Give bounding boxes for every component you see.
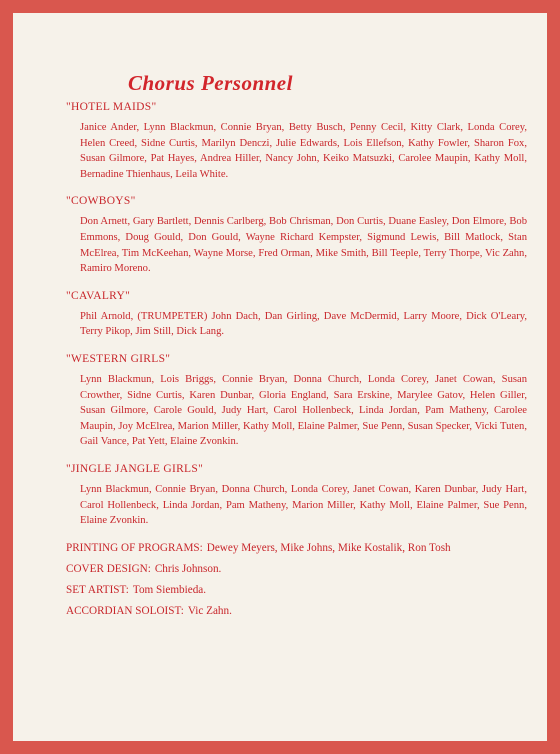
credit-label: PRINTING OF PROGRAMS: — [66, 541, 203, 554]
credit-label: COVER DESIGN: — [66, 562, 151, 575]
credits-list — [66, 541, 527, 619]
section-heading: "COWBOYS" — [66, 195, 136, 208]
page-title: Chorus Personnel — [128, 71, 293, 95]
names-list: Lynn Blackmun, Lois Briggs, Connie Bryan, Donna Church, Londa Corey, Janet Cowan, Susan Crowther, Sidne Curtis, Karen Dunbar, Gloria England, Sara Erskine, Marylee Gatov, Helen Giller, Susan Gilmore, Carole Gould, Judy Hart, Carol Hollenbeck, Linda Jordan, Pam Matheny, Carolee Maupin, Joy McElrea, Marion Miller, Kathy Moll, Elaine Palmer, Sue Penn, Susan Specker, Vicki Tuten, Gail Vance, Pat Yett, Elaine Zvonkin. — [80, 373, 527, 448]
section-heading: "JINGLE JANGLE GIRLS" — [66, 462, 204, 475]
section-western-girls — [66, 352, 527, 450]
credit-value: Vic Zahn. — [187, 604, 232, 617]
credit-printing — [66, 541, 527, 556]
names-list: Don Arnett, Gary Bartlett, Dennis Carlberg, Bob Chrisman, Don Curtis, Duane Easley, Don Elmore, Bob Emmons, Doug Gould, Don Gould, Wayne Richard Kempster, Sigmund Lewis, Bill Matlock, Stan McElrea, Tim McKeehan, Wayne Morse, Fred Orman, Mike Smith, Bill Teeple, Terry Thorpe, Vic Zahn, Ramiro Moreno. — [80, 216, 527, 275]
section-cowboys — [66, 194, 527, 276]
names-list: Lynn Blackmun, Connie Bryan, Donna Church, Londa Corey, Janet Cowan, Karen Dunbar, Judy Hart, Carol Hollenbeck, Linda Jordan, Pam Matheny, Marion Miller, Kathy Moll, Elaine Palmer, Sue Penn, Elaine Zvonkin. — [80, 483, 527, 527]
credit-value: Tom Siembieda. — [132, 583, 207, 596]
credit-label: SET ARTIST: — [66, 583, 129, 596]
credit-label: ACCORDIAN SOLOIST: — [66, 604, 184, 617]
section-heading: "WESTERN GIRLS" — [66, 352, 171, 365]
names-list: Phil Arnold, (TRUMPETER) John Dach, Dan Girling, Dave McDermid, Larry Moore, Dick O'Leary, Terry Pikop, Jim Still, Dick Lang. — [80, 310, 527, 338]
section-heading: "CAVALRY" — [66, 289, 131, 302]
section-jingle-jangle-girls — [66, 462, 527, 529]
credit-set-artist — [66, 583, 527, 598]
credit-value: Chris Johnson. — [154, 562, 222, 575]
credit-accordian-soloist — [66, 604, 527, 619]
credit-cover-design — [66, 562, 527, 577]
program-page — [13, 13, 547, 741]
names-list: Janice Ander, Lynn Blackmun, Connie Bryan, Betty Busch, Penny Cecil, Kitty Clark, Londa Corey, Helen Creed, Sidne Curtis, Marilyn Denczi, Julie Edwards, Lois Ellefson, Kathy Fowler, Sharon Fox, Susan Gilmore, Pat Hayes, Andrea Hiller, Nancy John, Keiko Matsuzki, Carolee Maupin, Kathy Moll, Bernadine Thienhaus, Leila White. — [80, 122, 527, 180]
section-heading: "HOTEL MAIDS" — [66, 101, 157, 113]
credit-value: Dewey Meyers, Mike Johns, Mike Kostalik, Ron Tosh — [206, 541, 451, 554]
section-cavalry — [66, 289, 527, 340]
section-hotel-maids — [66, 100, 527, 182]
